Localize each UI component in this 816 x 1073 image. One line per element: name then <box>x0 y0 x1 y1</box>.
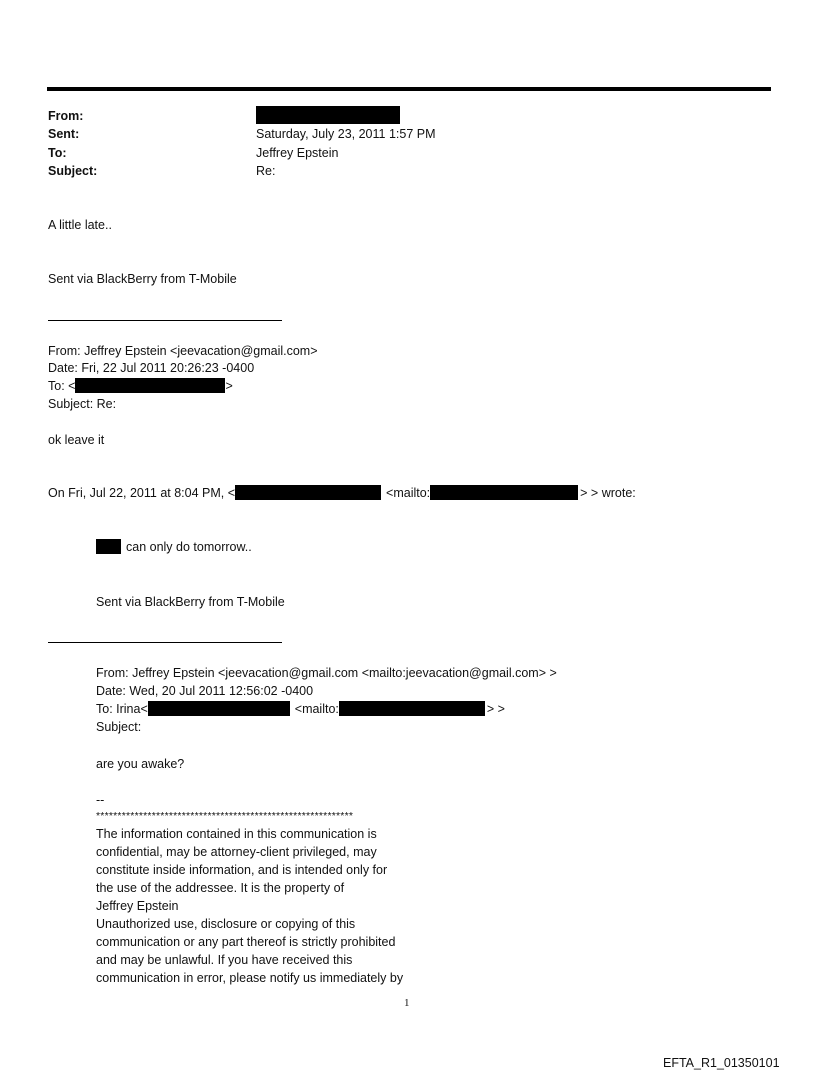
separator-line <box>48 642 282 643</box>
disclaimer-line: confidential, may be attorney-client privileged, may <box>96 845 377 859</box>
quoted2-to-mailto: <mailto: <box>294 702 339 716</box>
reply-to-prefix: To: < <box>48 379 76 393</box>
quoted2-dashes: -- <box>96 793 105 807</box>
to-label: To: <box>48 146 67 160</box>
redaction-box <box>339 701 485 716</box>
quoted2-subject: Subject: <box>96 720 142 734</box>
redaction-box <box>96 539 121 554</box>
disclaimer-line: communication or any part thereof is strictly prohibited <box>96 935 396 949</box>
reply-to-suffix: > <box>225 379 233 393</box>
page-number: 1 <box>404 997 410 1009</box>
disclaimer-line: the use of the addressee. It is the property of <box>96 881 345 895</box>
from-label: From: <box>48 109 84 123</box>
quoted-message <box>96 539 252 556</box>
quoted2-from: From: Jeffrey Epstein <jeevacation@gmail.com <mailto:jeevacation@gmail.com> > <box>96 666 557 680</box>
redaction-box <box>148 701 290 716</box>
sent-value: Saturday, July 23, 2011 1:57 PM <box>256 127 436 141</box>
redaction-box <box>235 485 381 500</box>
redaction-box <box>256 106 400 124</box>
to-value: Jeffrey Epstein <box>256 146 339 160</box>
reply-to <box>48 378 233 395</box>
message-signature: Sent via BlackBerry from T-Mobile <box>48 272 237 286</box>
quoted-message-text: can only do tomorrow.. <box>126 540 252 554</box>
reply-date: Date: Fri, 22 Jul 2011 20:26:23 -0400 <box>48 361 255 375</box>
wrote-mailto: <mailto: <box>386 486 431 500</box>
redaction-box <box>75 378 225 393</box>
wrote-prefix: On Fri, Jul 22, 2011 at 8:04 PM, < <box>48 486 236 500</box>
disclaimer-line: Unauthorized use, disclosure or copying of this <box>96 917 356 931</box>
from-value-redacted <box>256 106 400 126</box>
disclaimer-line: The information contained in this communication is <box>96 827 377 841</box>
disclaimer-line: and may be unlawful. If you have received this <box>96 953 353 967</box>
quoted2-date: Date: Wed, 20 Jul 2011 12:56:02 -0400 <box>96 684 314 698</box>
header-rule <box>47 87 771 91</box>
quoted2-to-prefix: To: Irina< <box>96 702 148 716</box>
redaction-box <box>430 485 578 500</box>
wrote-line <box>48 485 636 502</box>
disclaimer-line: constitute inside information, and is intended only for <box>96 863 388 877</box>
quoted2-to-suffix: > > <box>486 702 505 716</box>
document-id: EFTA_R1_01350101 <box>663 1056 780 1070</box>
wrote-suffix: > > wrote: <box>580 486 636 500</box>
subject-value: Re: <box>256 164 276 178</box>
disclaimer-line: Jeffrey Epstein <box>96 899 179 913</box>
separator-line <box>48 320 282 321</box>
reply-message: ok leave it <box>48 433 105 447</box>
quoted2-stars: ************************************************************ <box>96 810 354 822</box>
quoted2-to <box>96 701 505 718</box>
quoted2-message: are you awake? <box>96 757 185 771</box>
sent-label: Sent: <box>48 127 80 141</box>
quoted-signature: Sent via BlackBerry from T-Mobile <box>96 595 285 609</box>
reply-from: From: Jeffrey Epstein <jeevacation@gmail.com> <box>48 344 318 358</box>
message-line: A little late.. <box>48 218 112 232</box>
disclaimer-line: communication in error, please notify us immediately by <box>96 971 404 985</box>
reply-subject: Subject: Re: <box>48 397 117 411</box>
subject-label: Subject: <box>48 164 98 178</box>
